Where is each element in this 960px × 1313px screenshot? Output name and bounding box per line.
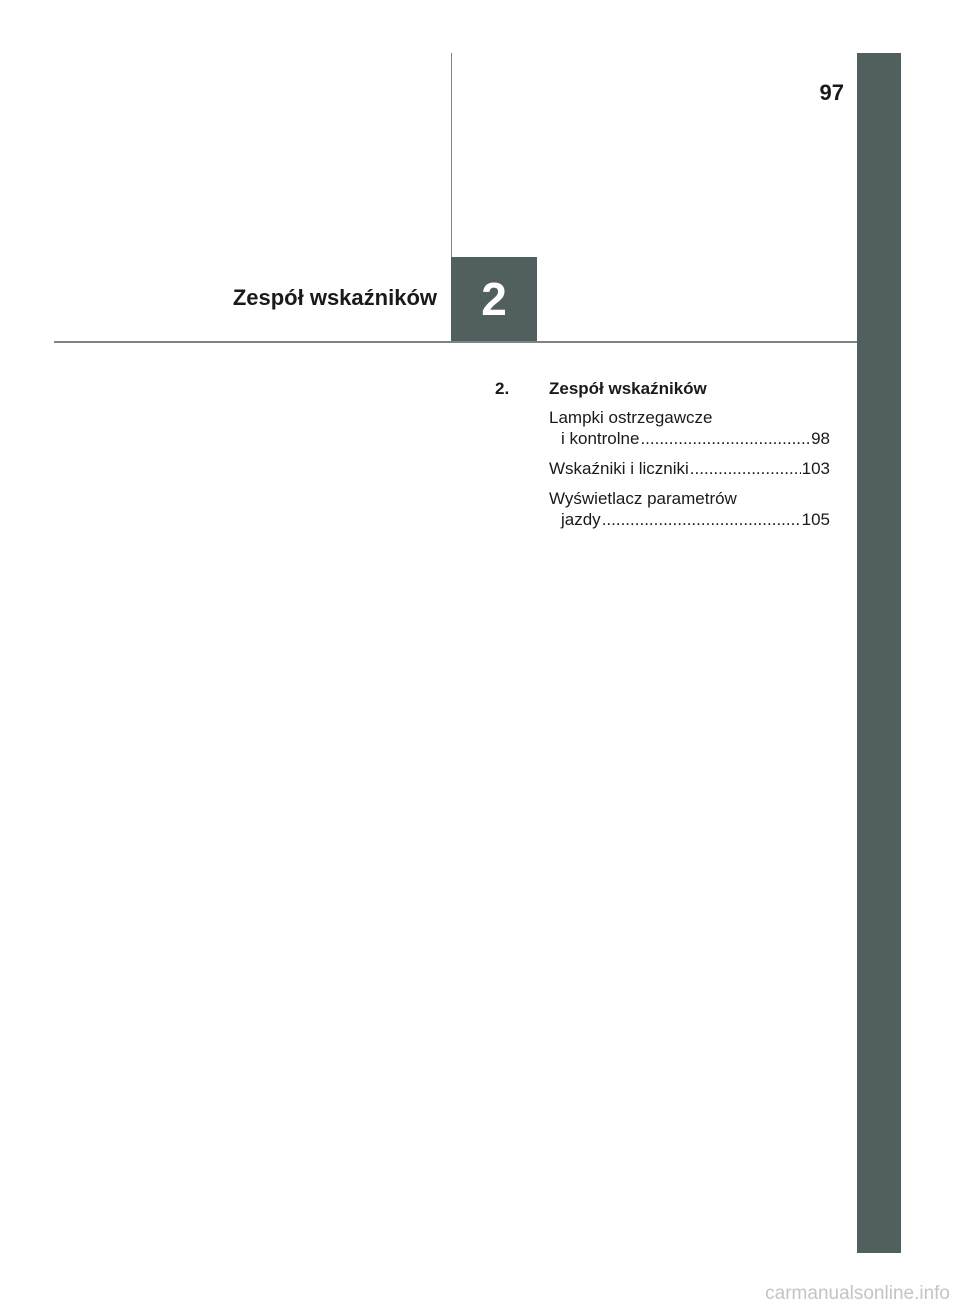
toc-entry-page: 105 [801, 510, 830, 529]
toc-entry-line [549, 458, 830, 479]
toc-entry-line [549, 428, 830, 449]
watermark: carmanualsonline.info [765, 1283, 950, 1304]
toc-section-title: Zespół wskaźników [549, 379, 707, 398]
toc-entry-title-cont: i kontrolne [561, 429, 640, 448]
chapter-title: Zespół wskaźników [232, 285, 437, 310]
table-of-contents [495, 378, 830, 539]
toc-section-heading [495, 378, 830, 399]
page-number: 97 [819, 80, 844, 105]
toc-entries [549, 407, 830, 530]
toc-entry-title: Wyświetlacz parametrów [549, 489, 737, 508]
horizontal-divider [54, 341, 857, 343]
side-thumb-tab [857, 53, 901, 1253]
toc-entry-title: Lampki ostrzegawcze [549, 408, 713, 427]
toc-entry[interactable] [549, 407, 830, 449]
toc-entry-title: Wskaźniki i liczniki [549, 459, 689, 478]
toc-leader-dots [640, 428, 810, 449]
toc-entry-line [549, 509, 830, 530]
toc-entry-title-cont: jazdy [561, 510, 601, 529]
toc-entry[interactable] [549, 488, 830, 530]
toc-entry-page: 103 [801, 459, 830, 478]
toc-leader-dots [602, 509, 801, 530]
toc-leader-dots [690, 458, 801, 479]
toc-section-number: 2. [495, 379, 510, 398]
toc-entry-page: 98 [811, 429, 830, 448]
toc-entry[interactable] [549, 458, 830, 479]
vertical-divider [451, 53, 452, 258]
chapter-number-box: 2 [451, 257, 537, 342]
